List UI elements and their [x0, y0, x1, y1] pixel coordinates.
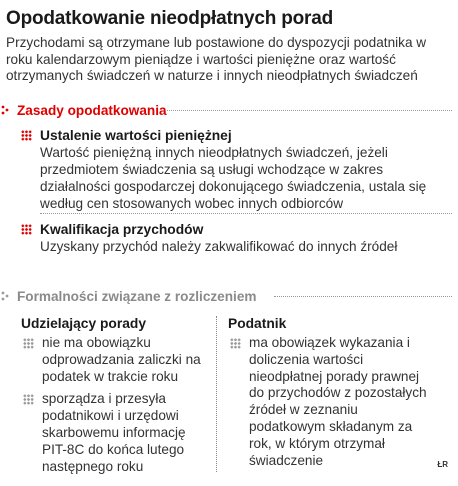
- grid-bullet-icon: [230, 338, 241, 349]
- section-label: Zasady opodatkowania: [17, 102, 167, 118]
- column-heading: Udzielający porady: [21, 316, 146, 331]
- rule-body: Uzyskany przychód należy zakwalifikować do innych źródeł: [40, 239, 398, 254]
- grid-bullet-icon: [23, 394, 34, 405]
- rule-item-valuation: [21, 126, 451, 212]
- section-bullet-icon: [1, 291, 9, 301]
- section-divider: [165, 110, 452, 111]
- list-item: sporządza i przesyła podatnikowi i urzędowi skarbowemu informację PIT-8C do końca lutego następnego roku: [21, 391, 211, 475]
- section-divider: [274, 296, 452, 297]
- grid-bullet-icon: [23, 338, 34, 349]
- column-taxpayer: [228, 316, 453, 469]
- item-divider: [40, 213, 452, 214]
- rule-heading: Kwalifikacja przychodów: [40, 221, 204, 237]
- grid-bullet-icon: [21, 130, 32, 141]
- page-title: Opodatkowanie nieodpłatnych porad: [6, 8, 333, 29]
- rule-heading: Ustalenie wartości pieniężnej: [40, 127, 232, 143]
- grid-bullet-icon: [21, 224, 32, 235]
- section-bullet-icon: [1, 105, 9, 115]
- section-label: Formalności związane z rozliczeniem: [17, 288, 257, 304]
- list-item: ma obowiązek wykazania i doliczenia wartości nieodpłatnej porady prawnej do przychodów z pozostałych źródeł w zeznaniu podatkowym składanym za rok, w którym otrzymał świadczenie: [228, 335, 428, 469]
- intro-text: Przychodami są otrzymane lub postawione do dyspozycji podatnika w roku kalendarzowym pieniądze i wartości pieniężne oraz wartość otrzymanych świadczeń w naturze i innych nieodpłatnych świadczeń: [6, 35, 427, 83]
- list-item: nie ma obowiązku odprowadzania zaliczki na podatek w trakcie roku: [21, 335, 211, 385]
- column-divider: [216, 316, 217, 472]
- author-credit: ŁR: [437, 460, 448, 469]
- rule-item-classification: [21, 220, 451, 255]
- rule-body: Wartość pieniężną innych nieodpłatnych świadczeń, jeżeli przedmiotem świadczenia są usługi wchodzące w zakres działalności gospodarczej dokonującego świadczenia, ustala się według cen stosowanych wobec innych odbiorców: [40, 145, 427, 211]
- column-heading: Podatnik: [228, 316, 287, 331]
- column-advisor: [21, 316, 211, 475]
